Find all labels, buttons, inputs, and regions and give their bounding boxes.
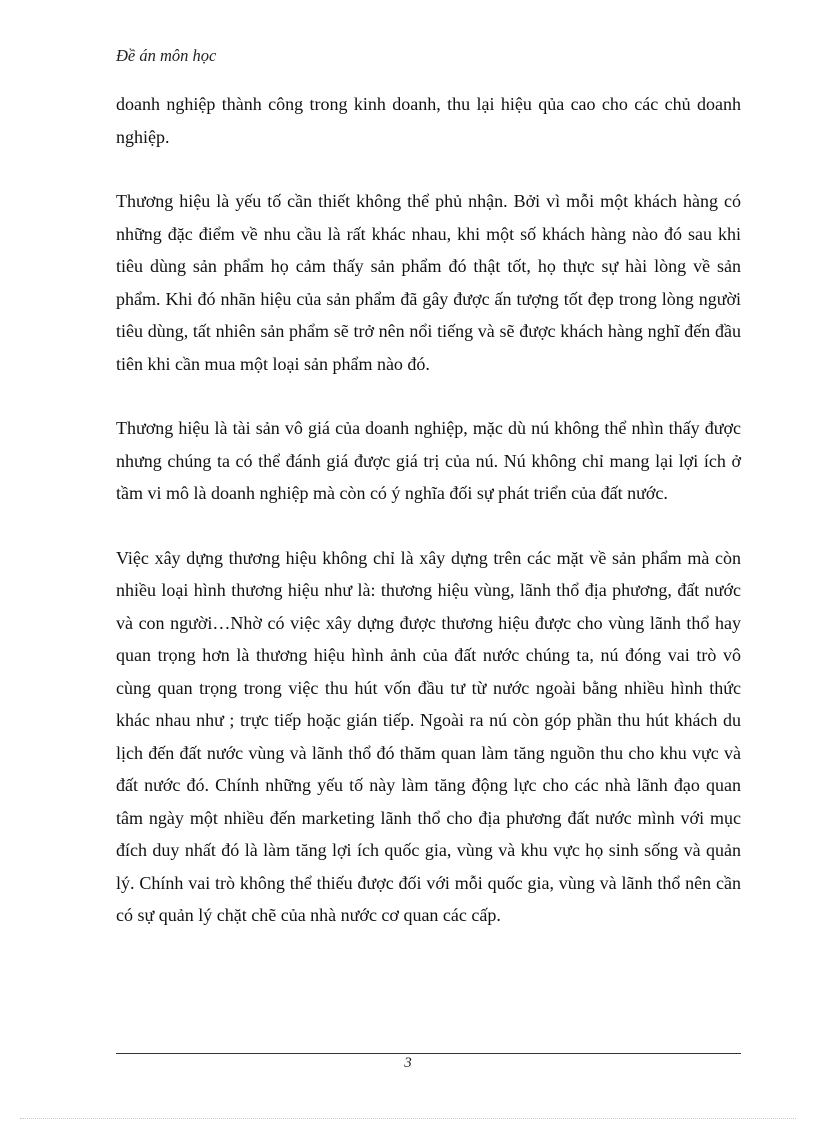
paragraph-4: Việc xây dựng thương hiệu không chỉ là xây dựng trên các mặt về sản phẩm mà còn nhiều loại hình thương hiệu như là: thương hiệu vùng, lãnh thổ địa phương, đất nước và con người…Nhờ có việc xây dựng được thương hiệu được cho vùng lãnh thổ hay quan trọng hơn là thương hiệu hình ảnh của đất nước chúng ta, nú đóng vai trò vô cùng quan trọng trong việc thu hút vốn đầu tư từ nước ngoài bằng nhiều hình thức khác nhau như ; trực tiếp hoặc gián tiếp. Ngoài ra nú còn góp phần thu hút khách du lịch đến đất nước vùng và lãnh thổ đó thăm quan làm tăng nguồn thu cho khu vực và đất nước đó. Chính những yếu tố này làm tăng động lực cho các nhà lãnh đạo quan tâm ngày một nhiều đến marketing lãnh thổ cho địa phương đất nước mình với mục đích duy nhất đó là làm tăng lợi ích quốc gia, vùng và khu vực họ sinh sống và quản lý. Chính vai trò không thể thiếu được đối với mỗi quốc gia, vùng và lãnh thổ nên cần có sự quản lý chặt chẽ của nhà nước cơ quan các cấp. [116,547,741,925]
paragraph-1: doanh nghiệp thành công trong kinh doanh, thu lại hiệu qủa cao cho các chủ doanh nghiệp. [116,94,741,147]
body-text [116,88,741,964]
page-edge-divider [20,1118,796,1119]
footer-divider [116,1053,741,1054]
running-header: Đề án môn học [116,46,217,65]
paragraph-3: Thương hiệu là tài sản vô giá của doanh nghiệp, mặc dù nú không thể nhìn thấy được nhưng chúng ta có thể đánh giá được giá trị của nú. Nú không chỉ mang lại lợi ích ở tầm vi mô là doanh nghiệp mà còn có ý nghĩa đối sự phát triển của đất nước. [116,418,741,503]
page-number: 3 [404,1055,412,1071]
paragraph-2: Thương hiệu là yếu tố cần thiết không thể phủ nhận. Bởi vì mỗi một khách hàng có những đặc điểm về nhu cầu là rất khác nhau, khi một số khách hàng nào đó sau khi tiêu dùng sản phẩm họ cảm thấy sản phẩm đó thật tốt, họ thực sự hài lòng về sản phẩm. Khi đó nhãn hiệu của sản phẩm đã gây được ấn tượng tốt đẹp trong lòng người tiêu dùng, tất nhiên sản phẩm sẽ trở nên nổi tiếng và sẽ được khách hàng nghĩ đến đầu tiên khi cần mua một loại sản phẩm nào đó. [116,191,741,374]
